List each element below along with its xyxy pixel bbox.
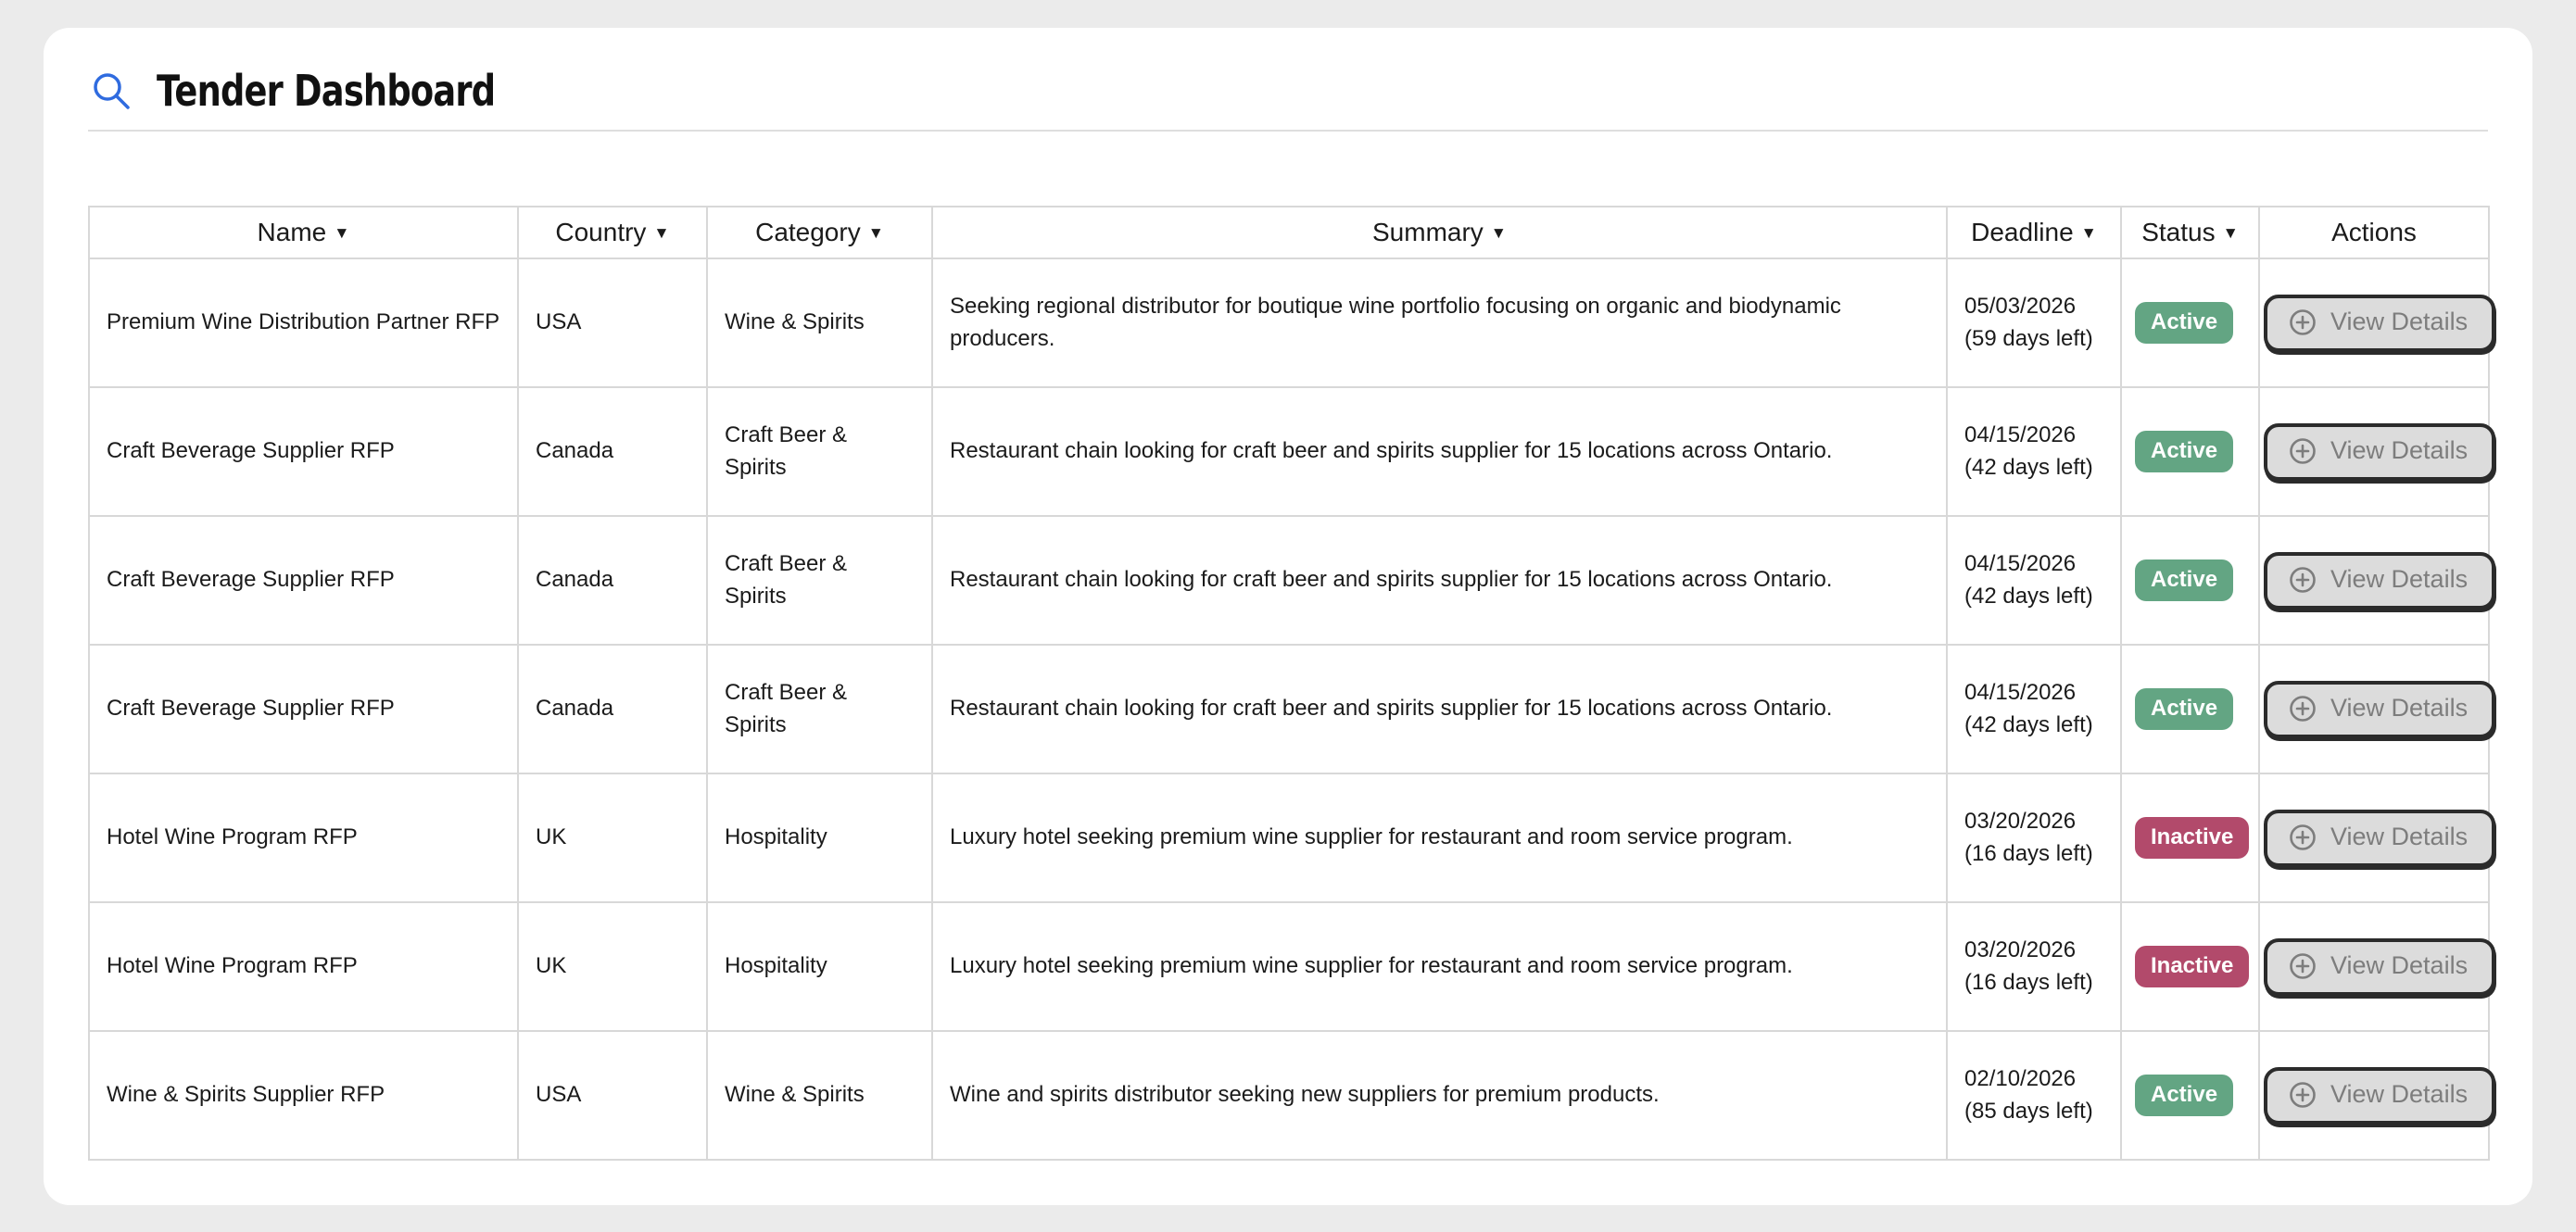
tender-name-cell: Craft Beverage Supplier RFP	[89, 387, 518, 516]
deadline-cell: 04/15/2026 (42 days left)	[1947, 645, 2121, 773]
deadline-cell: 02/10/2026 (85 days left)	[1947, 1031, 2121, 1160]
circle-plus-icon	[2288, 565, 2317, 595]
actions-cell	[2259, 645, 2489, 773]
status-cell	[2121, 645, 2259, 773]
view-details-label: View Details	[2330, 951, 2469, 979]
view-details-button[interactable]	[2264, 938, 2495, 996]
view-details-button[interactable]	[2264, 1067, 2495, 1125]
category-cell: Craft Beer & Spirits	[707, 645, 932, 773]
deadline-cell: 03/20/2026 (16 days left)	[1947, 773, 2121, 902]
view-details-button[interactable]	[2264, 423, 2495, 481]
country-cell: USA	[518, 1031, 707, 1160]
status-badge: Active	[2135, 431, 2233, 471]
dashboard-card	[44, 28, 2532, 1205]
table-header	[89, 207, 2489, 258]
actions-cell	[2259, 773, 2489, 902]
country-cell: Canada	[518, 387, 707, 516]
sort-arrow-icon: ▼	[334, 223, 350, 242]
country-cell: UK	[518, 902, 707, 1031]
deadline-cell: 04/15/2026 (42 days left)	[1947, 516, 2121, 645]
column-header-deadline[interactable]: Deadline ▼	[1947, 207, 2121, 258]
view-details-label: View Details	[2330, 565, 2469, 593]
table-row	[89, 258, 2489, 387]
table-row	[89, 902, 2489, 1031]
tender-name-cell: Hotel Wine Program RFP	[89, 773, 518, 902]
sort-arrow-icon: ▼	[2080, 223, 2097, 242]
category-cell: Hospitality	[707, 902, 932, 1031]
view-details-label: View Details	[2330, 1080, 2469, 1108]
status-cell	[2121, 1031, 2259, 1160]
view-details-button[interactable]	[2264, 681, 2495, 738]
column-header-actions: Actions	[2259, 207, 2489, 258]
actions-cell	[2259, 516, 2489, 645]
category-cell: Hospitality	[707, 773, 932, 902]
tender-name-cell: Craft Beverage Supplier RFP	[89, 516, 518, 645]
view-details-button[interactable]	[2264, 295, 2495, 352]
circle-plus-icon	[2288, 823, 2317, 852]
table-row	[89, 645, 2489, 773]
actions-cell	[2259, 387, 2489, 516]
dashboard-header	[88, 61, 2488, 120]
tender-name-cell: Hotel Wine Program RFP	[89, 902, 518, 1031]
summary-cell: Restaurant chain looking for craft beer and spirits supplier for 15 locations across Ontario.	[932, 645, 1947, 773]
status-cell	[2121, 773, 2259, 902]
view-details-button[interactable]	[2264, 552, 2495, 610]
status-badge: Active	[2135, 688, 2233, 729]
actions-cell	[2259, 902, 2489, 1031]
table-row	[89, 1031, 2489, 1160]
column-header-name[interactable]: Name ▼	[89, 207, 518, 258]
sort-arrow-icon: ▼	[1490, 223, 1507, 242]
table-row	[89, 516, 2489, 645]
tender-table	[88, 206, 2490, 1161]
circle-plus-icon	[2288, 951, 2317, 981]
search-icon	[90, 69, 133, 112]
tender-name-cell: Premium Wine Distribution Partner RFP	[89, 258, 518, 387]
category-cell: Wine & Spirits	[707, 258, 932, 387]
tender-name-cell: Craft Beverage Supplier RFP	[89, 645, 518, 773]
sort-arrow-icon: ▼	[2222, 223, 2239, 242]
status-cell	[2121, 516, 2259, 645]
summary-cell: Restaurant chain looking for craft beer and spirits supplier for 15 locations across Ontario.	[932, 516, 1947, 645]
circle-plus-icon	[2288, 694, 2317, 723]
sort-arrow-icon: ▼	[653, 223, 670, 242]
table-row	[89, 387, 2489, 516]
deadline-cell: 05/03/2026 (59 days left)	[1947, 258, 2121, 387]
status-cell	[2121, 902, 2259, 1031]
status-cell	[2121, 387, 2259, 516]
view-details-label: View Details	[2330, 436, 2469, 464]
view-details-button[interactable]	[2264, 810, 2495, 867]
table-row	[89, 773, 2489, 902]
country-cell: USA	[518, 258, 707, 387]
country-cell: Canada	[518, 516, 707, 645]
summary-cell: Restaurant chain looking for craft beer and spirits supplier for 15 locations across Ontario.	[932, 387, 1947, 516]
summary-cell: Wine and spirits distributor seeking new suppliers for premium products.	[932, 1031, 1947, 1160]
tender-name-cell: Wine & Spirits Supplier RFP	[89, 1031, 518, 1160]
summary-cell: Seeking regional distributor for boutique wine portfolio focusing on organic and biodynamic producers.	[932, 258, 1947, 387]
page-title: Tender Dashboard	[157, 66, 496, 116]
summary-cell: Luxury hotel seeking premium wine supplier for restaurant and room service program.	[932, 902, 1947, 1031]
category-cell: Wine & Spirits	[707, 1031, 932, 1160]
status-badge: Inactive	[2135, 946, 2249, 987]
deadline-cell: 04/15/2026 (42 days left)	[1947, 387, 2121, 516]
actions-cell	[2259, 258, 2489, 387]
country-cell: UK	[518, 773, 707, 902]
category-cell: Craft Beer & Spirits	[707, 516, 932, 645]
category-cell: Craft Beer & Spirits	[707, 387, 932, 516]
column-header-country[interactable]: Country ▼	[518, 207, 707, 258]
column-header-category[interactable]: Category ▼	[707, 207, 932, 258]
circle-plus-icon	[2288, 1080, 2317, 1110]
view-details-label: View Details	[2330, 308, 2469, 335]
deadline-cell: 03/20/2026 (16 days left)	[1947, 902, 2121, 1031]
summary-cell: Luxury hotel seeking premium wine supplier for restaurant and room service program.	[932, 773, 1947, 902]
column-header-status[interactable]: Status ▼	[2121, 207, 2259, 258]
status-badge: Inactive	[2135, 817, 2249, 858]
header-divider	[88, 130, 2488, 132]
country-cell: Canada	[518, 645, 707, 773]
view-details-label: View Details	[2330, 694, 2469, 722]
column-header-summary[interactable]: Summary ▼	[932, 207, 1947, 258]
circle-plus-icon	[2288, 436, 2317, 466]
actions-cell	[2259, 1031, 2489, 1160]
status-badge: Active	[2135, 1075, 2233, 1115]
status-badge: Active	[2135, 559, 2233, 600]
status-badge: Active	[2135, 302, 2233, 343]
view-details-label: View Details	[2330, 823, 2469, 850]
status-cell	[2121, 258, 2259, 387]
circle-plus-icon	[2288, 308, 2317, 337]
sort-arrow-icon: ▼	[867, 223, 884, 242]
